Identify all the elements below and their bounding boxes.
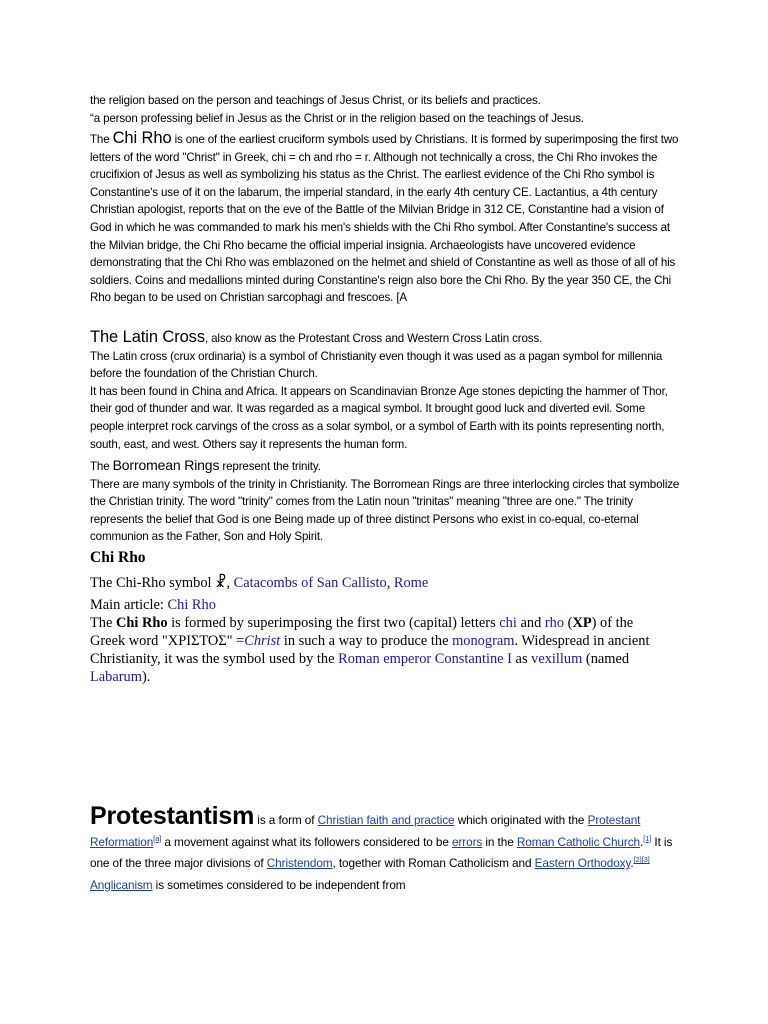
link-christian-faith[interactable]: Christian faith and practice — [317, 813, 455, 827]
wiki-main-article — [90, 596, 670, 614]
prot-text: . — [630, 856, 634, 871]
borromean-prefix: The — [90, 460, 113, 473]
protestantism-paragraph — [90, 802, 680, 896]
chi-rho-prefix: The — [90, 133, 113, 146]
wiki-caption — [90, 574, 670, 592]
wiki-text: The — [90, 615, 116, 631]
footnote-a[interactable]: [a] — [153, 833, 162, 843]
wiki-text: in such a way to produce the — [280, 633, 453, 649]
wiki-text: ). — [141, 669, 151, 685]
wiki-text: (named — [582, 651, 630, 667]
chi-rho-paragraph — [90, 130, 680, 307]
latin-cross-rest: , also know as the Protestant Cross and Western Cross Latin cross. — [204, 332, 543, 345]
latin-cross-p1: The Latin cross (crux ordinaria) is a symbol of Christianity even though it was used as a pagan symbol for millennia before the foundation of the Christian Church. — [90, 349, 663, 381]
prot-text: in the — [482, 834, 517, 849]
intro-line-1: the religion based on the person and teachings of Jesus Christ, or its beliefs and practices. — [90, 94, 541, 107]
chi-rho-text: is one of the earliest cruciform symbols used by Christians. It is formed by superimposing the first two letters of the word "Christ" in Greek, chi = ch and rho = r. Although not technically a cross, the Chi Rho invokes the crucifixion of Jesus as well as symbolizing his status as the Christ. The earliest evidence of the Chi Rho symbol is Constantine's use of it on the labarum, the imperial standard, in the early 4th century CE. Lactantius, a 4th century Christian apologist, reports that on the eve of the Battle of the Milvian Bridge in 312 CE, Constantine had a vision of God in which he was commanded to mark his men's shields with the Chi Rho symbol. After Constantine's success at the Milvian bridge, the Chi Rho became the official imperial insignia. Archaeologists have uncovered evidence demonstrating that the Chi Rho was emblazoned on the helmet and shield of Constantine as well as those of all of his soldiers. Coins and medallions minted during Constantine's reign also bore the Chi Rho. By the year 350 CE, the Chi Rho began to be used on Christian sarcophagi and frescoes. [A — [90, 133, 679, 305]
wiki-bold-chi-rho: Chi Rho — [115, 615, 168, 631]
prot-text: , together with Roman Catholicism and — [332, 856, 535, 871]
wiki-text: ) of the Greek word "ΧΡΙΣΤΟΣ" = — [90, 615, 634, 649]
link-christendom[interactable]: Christendom — [266, 856, 333, 871]
link-labarum[interactable]: Labarum — [90, 669, 142, 685]
protestantism-title: Protestantism — [90, 802, 255, 830]
wiki-text: . Widespread in ancient Christianity, it was the symbol used by the — [90, 633, 650, 667]
protestantism-section — [90, 802, 680, 896]
link-protestant-reformation[interactable]: Protestant Reformation — [90, 813, 641, 849]
link-vexillum[interactable]: vexillum — [531, 651, 583, 667]
wiki-text: as — [511, 651, 532, 667]
intro-line-2: “a person professing belief in Jesus as the Christ or in the religion based on the teachings of Jesus. — [90, 111, 584, 125]
wiki-text: ( — [564, 615, 573, 631]
wiki-text: is formed by superimposing the first two (capital) letters — [167, 615, 500, 631]
borromean-rest: represent the trinity. — [219, 460, 321, 473]
latin-cross-p2: It has been found in China and Africa. It appears on Scandinavian Bronze Age stones depicting the hammer of Thor, their god of thunder and war. It was regarded as a magical symbol. It brought good luck and diverted evil. Some people interpret rock carvings of the cross as a solar symbol, or a symbol of Earth with its points representing north, south, east, and west. Others say it represents the human form. — [90, 384, 668, 451]
prot-text: is a form of — [254, 813, 318, 827]
wiki-body — [90, 614, 670, 686]
link-catacombs[interactable]: Catacombs of San Callisto — [233, 575, 387, 591]
link-eastern-orthodoxy[interactable]: Eastern Orthodoxy — [534, 856, 631, 871]
wiki-bold-xp: XP — [572, 615, 592, 631]
latin-cross-term: The Latin Cross — [90, 328, 205, 346]
footnote-2-3[interactable]: [2][3] — [633, 855, 650, 865]
link-rho[interactable]: rho — [544, 615, 565, 631]
link-monogram[interactable]: monogram — [452, 633, 515, 649]
caption-prefix: The Chi-Rho symbol ☧, — [90, 575, 234, 591]
prot-text: which originated with the — [454, 813, 588, 827]
borromean-term: Borromean Rings — [112, 457, 220, 473]
chi-rho-term: Chi Rho — [112, 129, 172, 147]
wiki-text: and — [516, 615, 545, 631]
borromean-p1: There are many symbols of the trinity in Christianity. The Borromean Rings are three interlocking circles that symbolize the Christian trinity. The word "trinity" comes from the Latin noun "trinitas" meaning "three are one." The trinity represents the belief that God is one Being made up of three distinct Persons who exist in co-equal, co-eternal communion as the Father, Son and Holy Spirit. — [90, 477, 680, 544]
footnote-1[interactable]: [1] — [643, 833, 652, 843]
latin-cross-section — [90, 329, 680, 453]
prot-text: a movement against what its followers considered to be — [161, 834, 452, 849]
wiki-heading: Chi Rho — [90, 549, 146, 566]
link-roman-catholic-church[interactable]: Roman Catholic Church — [516, 834, 640, 849]
link-errors[interactable]: errors — [452, 834, 483, 849]
prot-text: It is one of the three major divisions of — [90, 834, 673, 871]
wiki-chi-rho-section — [90, 549, 670, 686]
link-rome[interactable]: Rome — [393, 575, 429, 591]
link-constantine[interactable]: Roman emperor Constantine I — [338, 651, 512, 667]
caption-sep: , — [386, 575, 394, 591]
link-anglicanism[interactable]: Anglicanism — [90, 877, 153, 892]
link-main-chi-rho[interactable]: Chi Rho — [167, 597, 216, 613]
main-article-label: Main article: — [90, 597, 168, 613]
intro-block — [90, 92, 680, 127]
link-christ[interactable]: Christ — [244, 633, 281, 649]
prot-text: is sometimes considered to be independent from — [152, 877, 406, 892]
borromean-section — [90, 457, 680, 546]
link-chi[interactable]: chi — [499, 615, 517, 631]
prot-text: . — [639, 834, 644, 849]
